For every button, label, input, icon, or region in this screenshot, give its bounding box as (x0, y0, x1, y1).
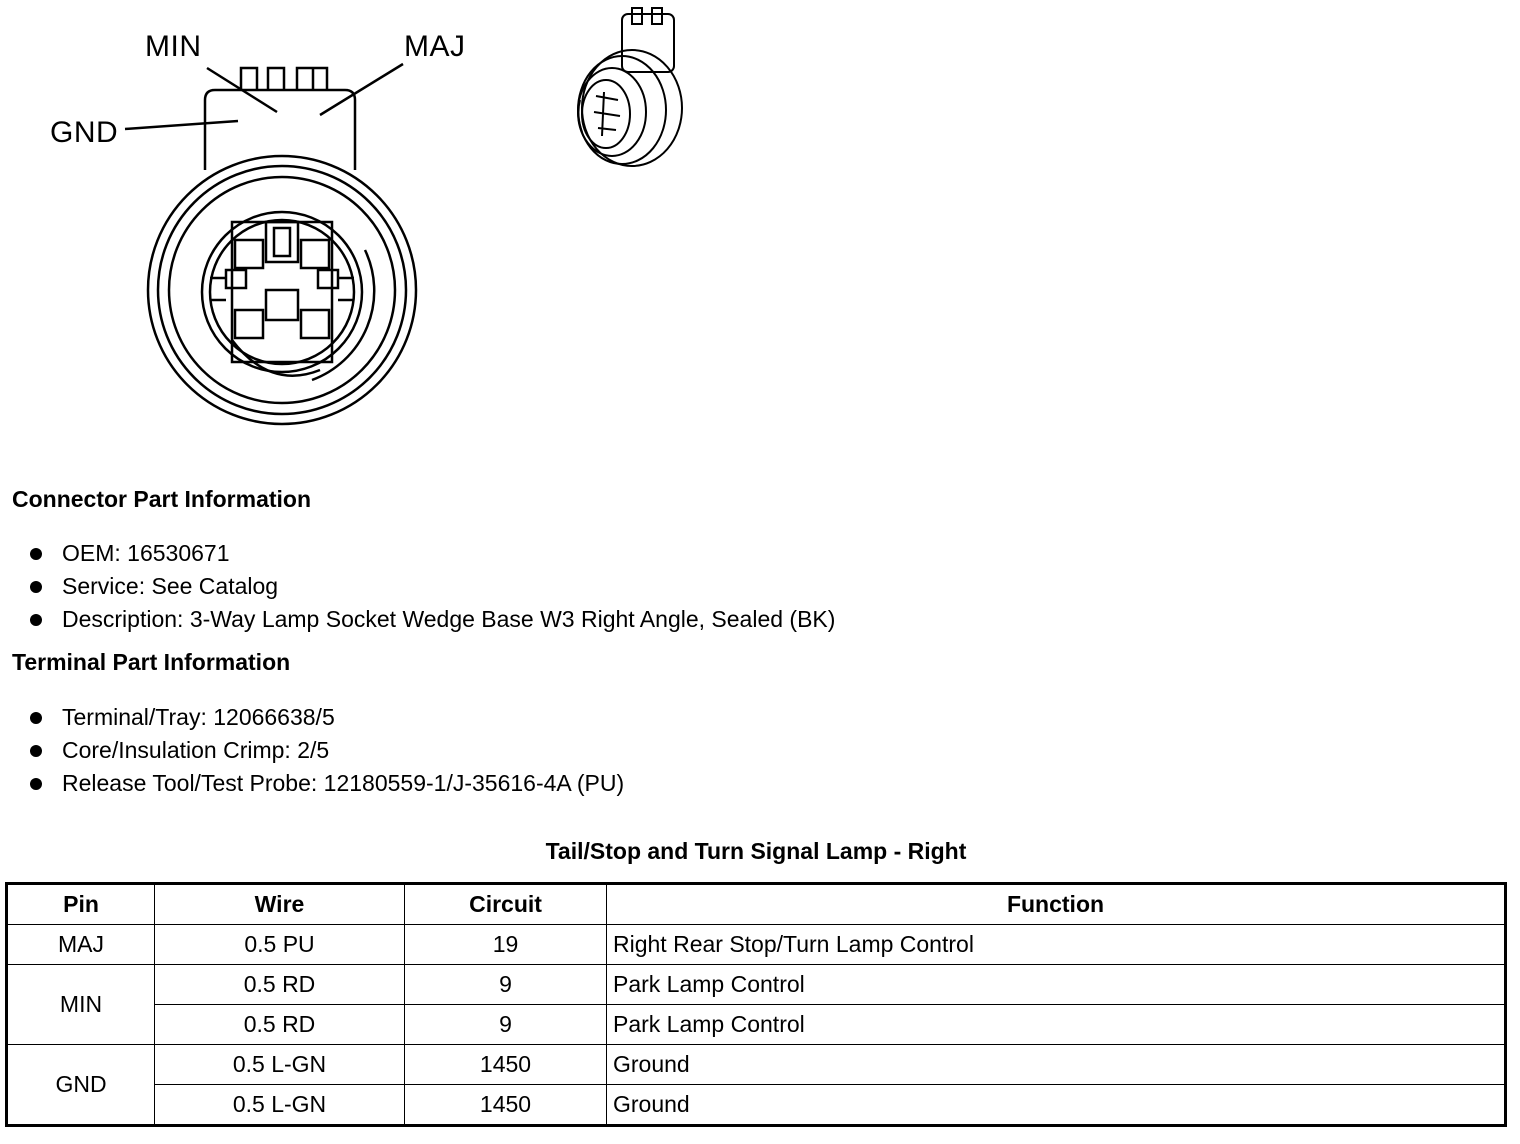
header-wire: Wire (155, 884, 405, 925)
cell-wire: 0.5 L-GN (155, 1045, 405, 1085)
min-label: MIN (145, 30, 202, 63)
list-item: Release Tool/Test Probe: 12180559-1/J-35616-4A (PU) (30, 767, 624, 800)
header-function: Function (607, 884, 1506, 925)
cell-pin: GND (7, 1045, 155, 1126)
table-row (7, 1045, 1506, 1085)
left-upper-pocket (235, 240, 263, 268)
cell-circuit: 19 (405, 925, 607, 965)
socket-iso-view (578, 8, 682, 166)
list-item: Core/Insulation Crimp: 2/5 (30, 734, 624, 767)
cell-circuit: 1450 (405, 1045, 607, 1085)
left-latch (226, 270, 246, 288)
right-latch (318, 270, 338, 288)
table-row (7, 925, 1506, 965)
connector-info-list (30, 537, 835, 636)
connector-drawing (0, 0, 760, 440)
cell-circuit: 9 (405, 965, 607, 1005)
right-lower-pocket (301, 310, 329, 338)
header-pin: Pin (7, 884, 155, 925)
center-pocket (266, 290, 298, 320)
table-row (7, 1005, 1506, 1045)
cell-function: Ground (607, 1085, 1506, 1126)
cell-pin: MAJ (7, 925, 155, 965)
connector-info-heading: Connector Part Information (12, 486, 312, 512)
cell-wire: 0.5 RD (155, 1005, 405, 1045)
cell-function: Park Lamp Control (607, 965, 1506, 1005)
cell-wire: 0.5 PU (155, 925, 405, 965)
table-header-row (7, 884, 1506, 925)
maj-label: MAJ (404, 30, 466, 63)
table-title: Tail/Stop and Turn Signal Lamp - Right (545, 838, 967, 864)
connector-diagram (0, 0, 760, 440)
list-item: Terminal/Tray: 12066638/5 (30, 701, 624, 734)
table-row (7, 965, 1506, 1005)
list-item: OEM: 16530671 (30, 537, 835, 570)
socket-cavity (202, 212, 362, 372)
terminal-info-heading: Terminal Part Information (12, 649, 291, 675)
left-lower-pocket (235, 310, 263, 338)
cell-circuit: 9 (405, 1005, 607, 1045)
cell-function: Park Lamp Control (607, 1005, 1506, 1045)
top-pocket-slot (274, 228, 290, 256)
gnd-label: GND (50, 116, 119, 149)
gnd-leader (125, 121, 238, 129)
cell-pin: MIN (7, 965, 155, 1045)
terminal-block (232, 222, 332, 362)
right-upper-pocket (301, 240, 329, 268)
cell-function: Ground (607, 1045, 1506, 1085)
table-row (7, 1085, 1506, 1126)
terminal-info-list (30, 701, 624, 800)
terminal-stubs (241, 68, 327, 90)
pinout-table (5, 882, 1507, 1127)
connector-housing (205, 90, 355, 170)
cell-circuit: 1450 (405, 1085, 607, 1126)
cell-wire: 0.5 RD (155, 965, 405, 1005)
list-item: Description: 3-Way Lamp Socket Wedge Base W3 Right Angle, Sealed (BK) (30, 603, 835, 636)
list-item: Service: See Catalog (30, 570, 835, 603)
lower-lip (232, 340, 320, 376)
header-circuit: Circuit (405, 884, 607, 925)
cell-function: Right Rear Stop/Turn Lamp Control (607, 925, 1506, 965)
cell-wire: 0.5 L-GN (155, 1085, 405, 1126)
